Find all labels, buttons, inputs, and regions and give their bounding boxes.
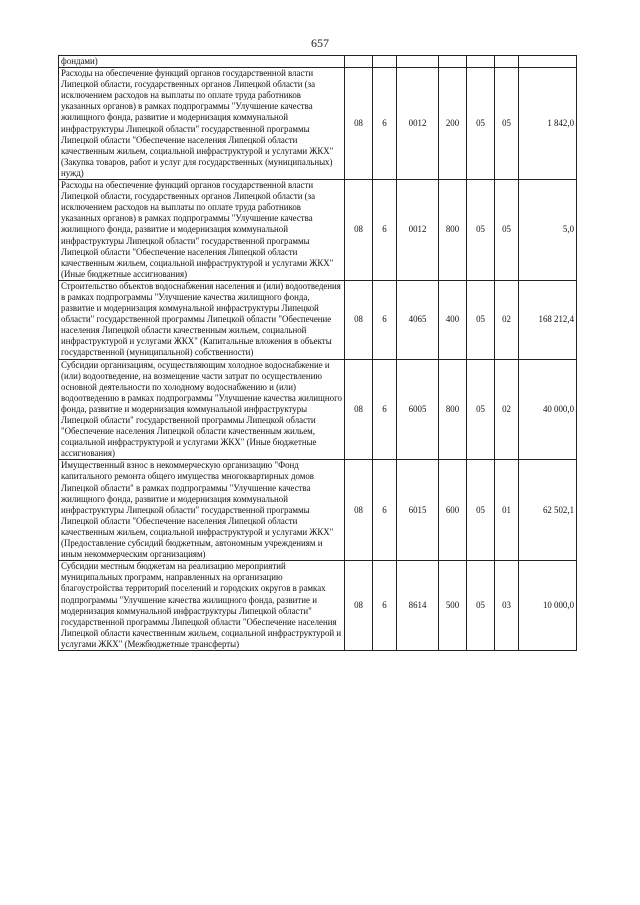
section-code: 05: [467, 280, 495, 359]
subsection-code: 02: [495, 280, 519, 359]
table-row: [59, 561, 577, 651]
row-description: Имущественный взнос в некоммерческую организацию "Фонд капитального ремонта общего имущества многоквартирных домов Липецкой области" в рамках подпрограммы "Улучшение качества жилищного фонда, развитие и модернизация коммунальной инфраструктуры Липецкой области" государственной программы Липецкой области "Обеспечение населения Липецкой области качественным жильем, социальной инфраструктурой и услугами ЖКХ" (Предоставление субсидий бюджетным, автономным учреждениям и иным некоммерческим организациям): [59, 460, 345, 561]
expense-type-code: 600: [439, 460, 467, 561]
row-description: Строительство объектов водоснабжения населения и (или) водоотведения в рамках подпрограммы "Улучшение качества жилищного фонда, развитие и модернизация коммунальной инфраструктуры Липецкой области" государственной программы Липецкой области "Обеспечение населения Липецкой области качественным жильем, социальной инфраструктурой и услугами ЖКХ" (Капитальные вложения в объекты государственной (муниципальной) собственности): [59, 280, 345, 359]
expense-type-code: 500: [439, 561, 467, 651]
section-code: 05: [467, 359, 495, 460]
section-code: 05: [467, 180, 495, 281]
target-code: 6015: [397, 460, 439, 561]
row-description: Расходы на обеспечение функций органов государственной власти Липецкой области, государственных органов Липецкой области (за исключением расходов на выплаты по оплате труда работников указанных органов) в рамках подпрограммы "Улучшение качества жилищного фонда, развитие и модернизация коммунальной инфраструктуры Липецкой области" государственной программы Липецкой области "Обеспечение населения Липецкой области качественным жильем, социальной инфраструктурой и услугами ЖКХ" (Иные бюджетные ассигнования): [59, 180, 345, 281]
amount: 5,0: [519, 180, 577, 281]
ministry-code: 08: [345, 561, 373, 651]
target-code: 0012: [397, 68, 439, 180]
program-code: 6: [373, 460, 397, 561]
table-row: [59, 180, 577, 281]
expense-type-code: 800: [439, 180, 467, 281]
subsection-code: 01: [495, 460, 519, 561]
row-description: Расходы на обеспечение функций органов государственной власти Липецкой области, государственных органов Липецкой области (за исключением расходов на выплаты по оплате труда работников указанных органов) в рамках подпрограммы "Улучшение качества жилищного фонда, развитие и модернизация коммунальной инфраструктуры Липецкой области" государственной программы Липецкой области "Обеспечение населения Липецкой области качественным жильем, социальной инфраструктурой и услугами ЖКХ" (Закупка товаров, работ и услуг для государственных (муниципальных) нужд): [59, 68, 345, 180]
expense-type-code: 800: [439, 359, 467, 460]
subsection-code: 02: [495, 359, 519, 460]
table-row-continued: [59, 56, 577, 68]
section-code: 05: [467, 561, 495, 651]
amount: 40 000,0: [519, 359, 577, 460]
expense-type-code: 200: [439, 68, 467, 180]
budget-table: [58, 55, 577, 651]
row-description: Субсидии организациям, осуществляющим холодное водоснабжение и (или) водоотведение, на возмещение части затрат по осуществлению основной деятельности по холодному водоснабжению и (или) водоотведению в рамках подпрограммы "Улучшение качества жилищного фонда, развитие и модернизация коммунальной инфраструктуры Липецкой области" государственной программы Липецкой области "Обеспечение населения Липецкой области качественным жильем, социальной инфраструктурой и услугами ЖКХ" (Иные бюджетные ассигнования): [59, 359, 345, 460]
program-code: 6: [373, 561, 397, 651]
expense-type-code: 400: [439, 280, 467, 359]
ministry-code: 08: [345, 280, 373, 359]
amount: 62 502,1: [519, 460, 577, 561]
ministry-code: 08: [345, 180, 373, 281]
target-code: 6005: [397, 359, 439, 460]
amount: 10 000,0: [519, 561, 577, 651]
subsection-code: 05: [495, 68, 519, 180]
program-code: 6: [373, 180, 397, 281]
program-code: 6: [373, 68, 397, 180]
table-row: [59, 359, 577, 460]
subsection-code: 03: [495, 561, 519, 651]
continued-text: фондами): [59, 56, 345, 68]
program-code: 6: [373, 280, 397, 359]
section-code: 05: [467, 460, 495, 561]
program-code: 6: [373, 359, 397, 460]
table-row: [59, 460, 577, 561]
row-description: Субсидии местным бюджетам на реализацию мероприятий муниципальных программ, направленных на организацию благоустройства территорий поселений и городских округов в рамках подпрограммы "Улучшение качества жилищного фонда, развитие и модернизация коммунальной инфраструктуры Липецкой области" государственной программы Липецкой области "Обеспечение населения Липецкой области качественным жильем, социальной инфраструктурой и услугами ЖКХ" (Межбюджетные трансферты): [59, 561, 345, 651]
amount: 1 842,0: [519, 68, 577, 180]
target-code: 8614: [397, 561, 439, 651]
table-row: [59, 68, 577, 180]
ministry-code: 08: [345, 460, 373, 561]
target-code: 4065: [397, 280, 439, 359]
ministry-code: 08: [345, 68, 373, 180]
section-code: 05: [467, 68, 495, 180]
target-code: 0012: [397, 180, 439, 281]
ministry-code: 08: [345, 359, 373, 460]
subsection-code: 05: [495, 180, 519, 281]
table-row: [59, 280, 577, 359]
amount: 168 212,4: [519, 280, 577, 359]
page-number: 657: [311, 36, 329, 50]
